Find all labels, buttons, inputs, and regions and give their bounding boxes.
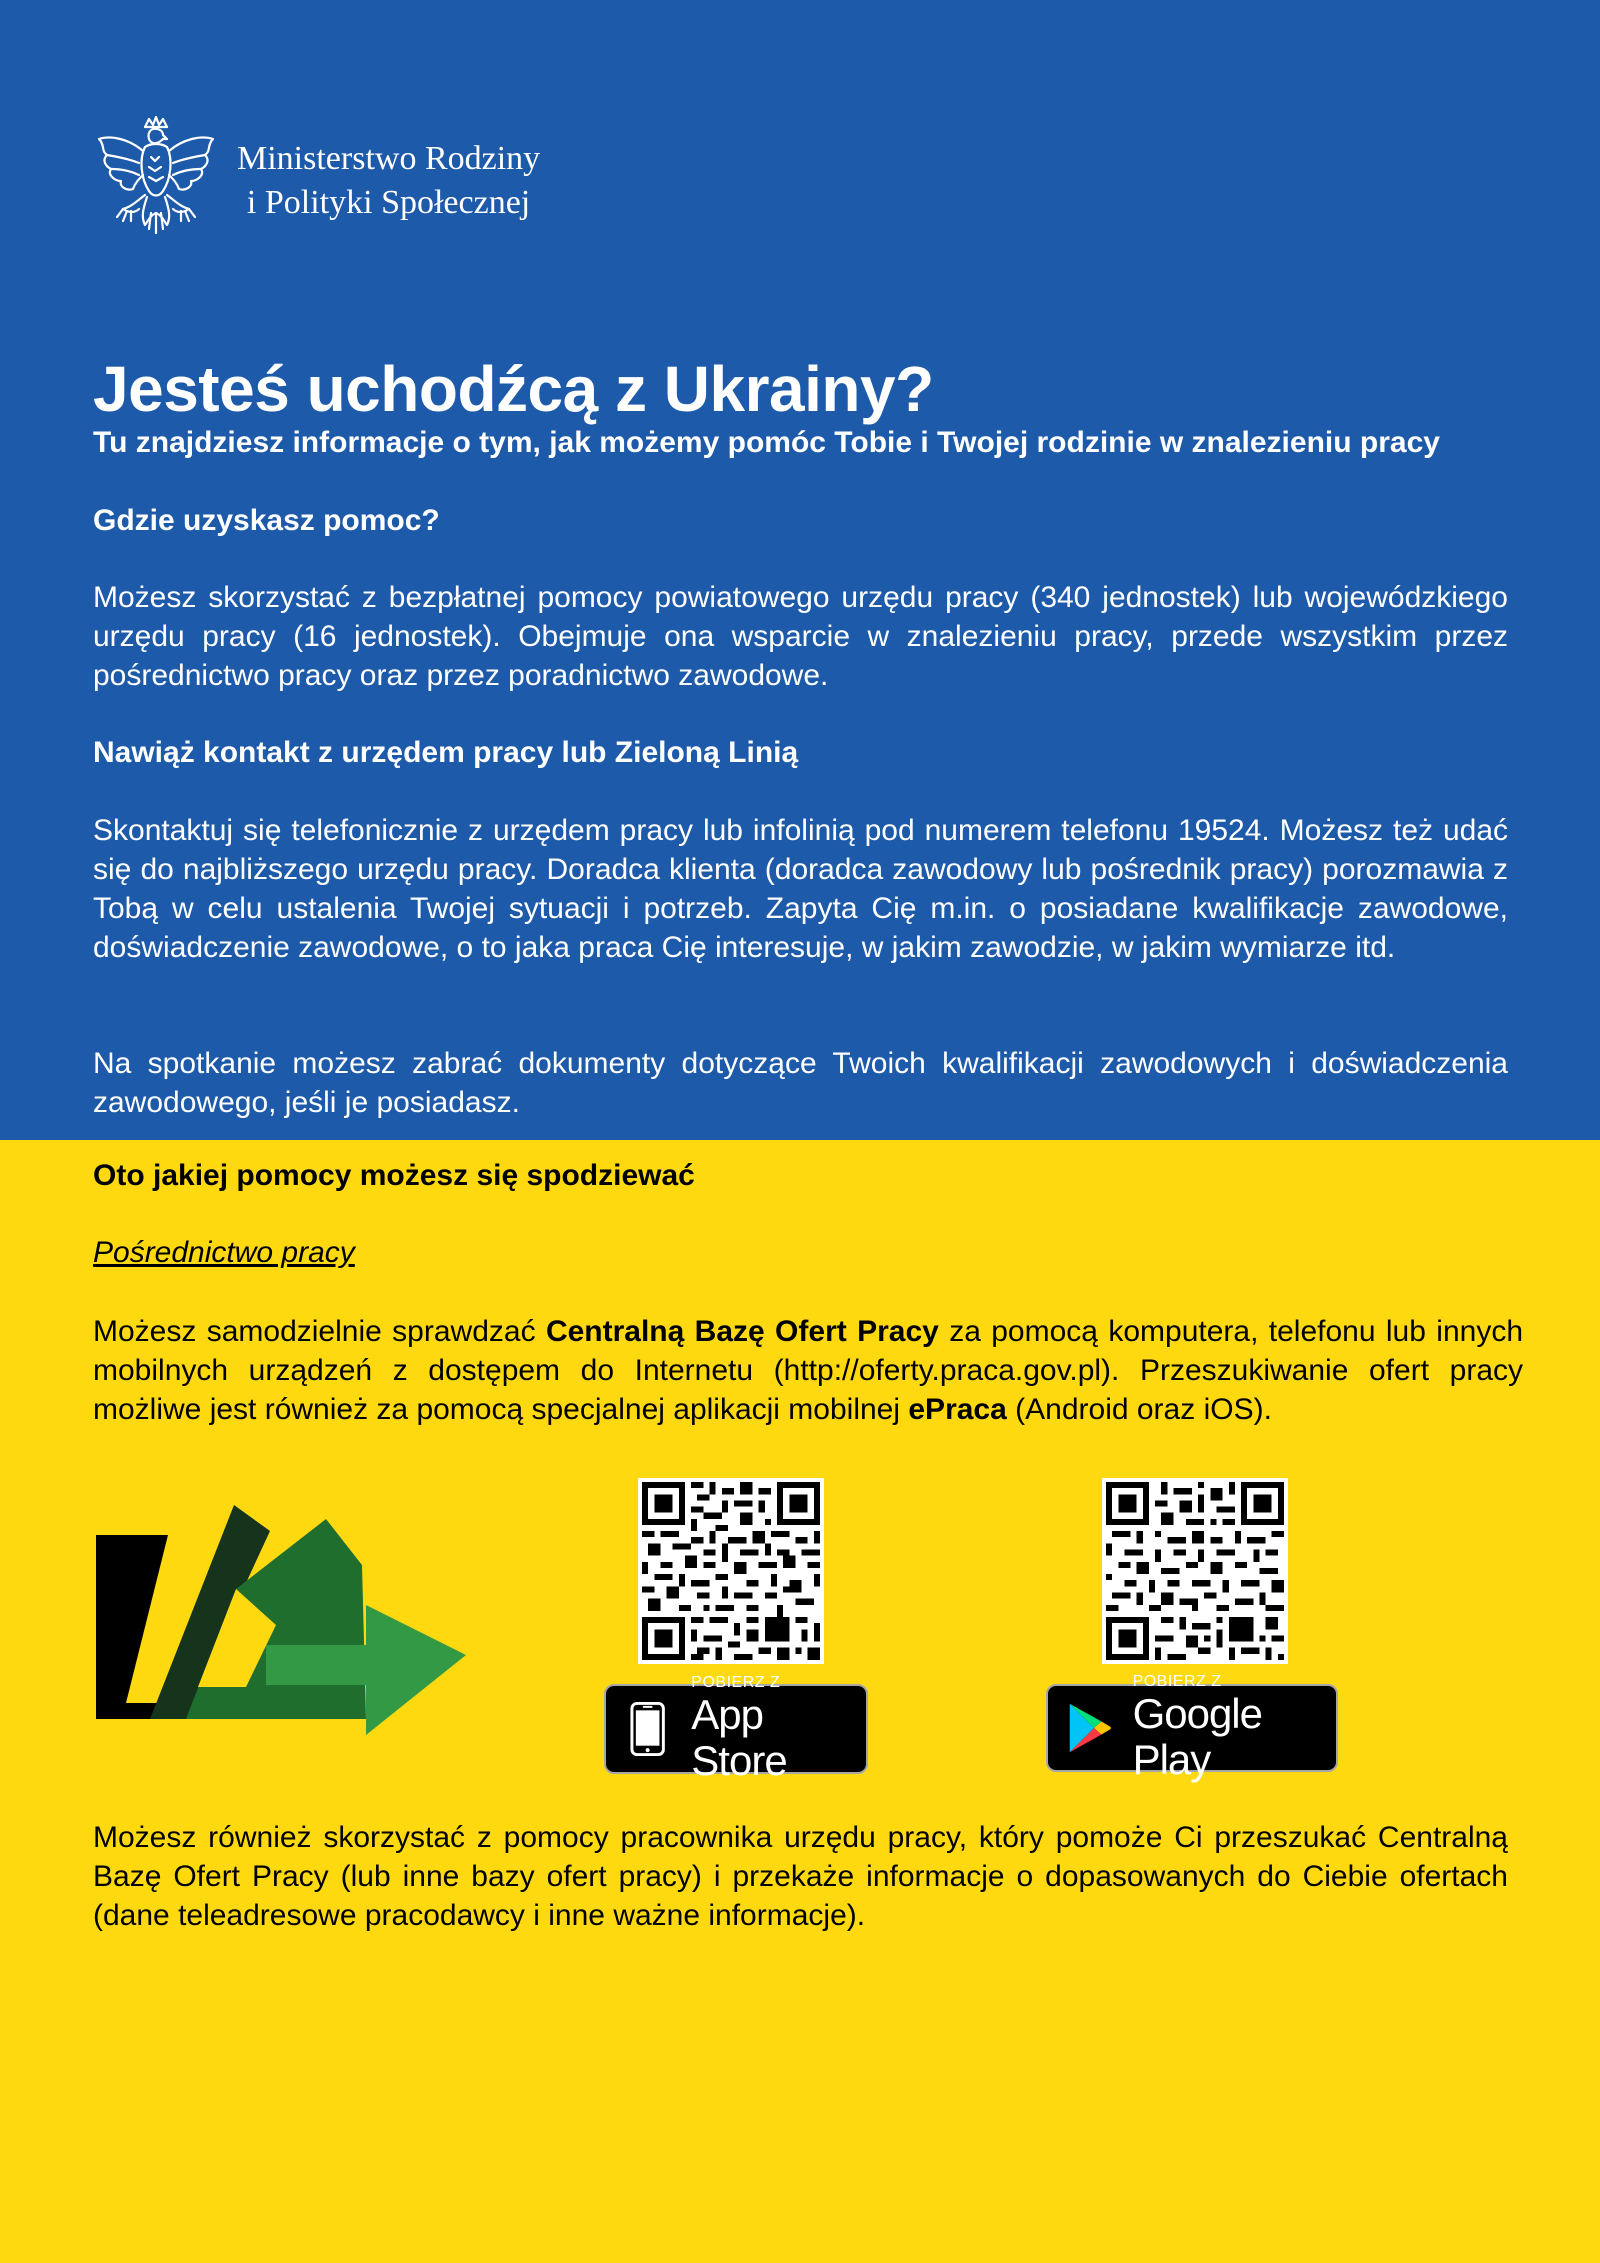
page-title: Jesteś uchodźcą z Ukrainy? (93, 353, 934, 425)
documents-paragraph: Na spotkanie możesz zabrać dokumenty dotyczące Twoich kwalifikacji zawodowych i doświadczenia zawodowego, jeśli je posiadasz. (93, 1047, 1508, 1119)
epraca-logo-icon (96, 1505, 466, 1750)
help-heading: Gdzie uzyskasz pomoc? (93, 504, 440, 537)
cbop-text-1: Możesz samodzielnie sprawdzać (93, 1315, 546, 1348)
ministry-name-line2: i Polityki Społecznej (246, 183, 531, 221)
help-paragraph: Możesz skorzystać z bezpłatnej pomocy powiatowego urzędu pracy (340 jednostek) lub wojewódzkiego urzędu pracy (16 jednostek). Obejmuje ona wsparcie w znalezieniu pracy, przede wszystkim przez pośrednictwo pracy oraz przez poradnictwo zawodowe. (93, 581, 1508, 692)
cbop-name: Centralną Bazę Ofert Pracy (545, 1315, 939, 1348)
cbop-text-2: za pomocą komputera, telefonu lub innych mobilnych urządzeń z dostępem do Internetu (http://oferty.praca.gov.pl). Przeszukiwanie ofert pracy możliwe jest również za pomocą specjalnej aplikacji mobilnej (93, 1315, 1523, 1426)
google-play-icon (1066, 1700, 1115, 1756)
mediation-subheading: Pośrednictwo pracy (93, 1236, 355, 1269)
app-store-small-label: POBIERZ Z (691, 1674, 781, 1691)
app-store-badge-text (691, 1674, 866, 1784)
ministry-logo (93, 113, 540, 248)
expect-heading: Oto jakiej pomocy możesz się spodziewać (93, 1159, 695, 1192)
cbop-paragraph (93, 1312, 1523, 1429)
qr-code-googleplay[interactable] (1102, 1478, 1288, 1664)
contact-heading: Nawiąż kontakt z urzędem pracy lub Zieloną Linią (93, 736, 799, 769)
contact-paragraph: Skontaktuj się telefonicznie z urzędem pracy lub infolinią pod numerem telefonu 19524. Możesz też udać się do najbliższego urzędu pracy. Doradca klienta (doradca zawodowy lub pośrednik pracy) porozmawia z Tobą w celu ustalenia Twojej sytuacji i potrzeb. Zapyta Cię m.in. o posiadane kwalifikacje zawodowe, doświadczenie zawodowe, o to jaka praca Cię interesuje, w jakim zawodzie, w jakim wymiarze itd. (93, 814, 1508, 964)
eagle-icon (93, 113, 219, 248)
qr-code-icon (1106, 1482, 1284, 1660)
google-play-label: Google Play (1132, 1690, 1262, 1783)
qr-code-appstore[interactable] (638, 1478, 824, 1664)
qr-code-icon (642, 1482, 820, 1660)
cbop-text-3: (Android oraz iOS). (1006, 1393, 1272, 1426)
google-play-button[interactable] (1046, 1673, 1338, 1783)
page-subtitle: Tu znajdziesz informacje o tym, jak możemy pomóc Tobie i Twojej rodzinie w znalezieniu pracy (93, 426, 1440, 459)
epraca-app-name: ePraca (908, 1393, 1007, 1426)
ministry-name (237, 137, 540, 225)
ministry-name-line1: Ministerstwo Rodziny (237, 139, 541, 177)
app-store-label: App Store (691, 1691, 787, 1784)
google-play-small-label: POBIERZ Z (1132, 1673, 1222, 1690)
extra-help-paragraph: Możesz również skorzystać z pomocy pracownika urzędu pracy, który pomoże Ci przeszukać Centralną Bazę Ofert Pracy (lub inne bazy ofert pracy) i przekaże informacje o dopasowanych do Ciebie ofertach (dane teleadresowe pracodawcy i inne ważne informacje). (93, 1821, 1508, 1932)
apple-icon (628, 1701, 667, 1757)
app-store-button[interactable] (604, 1674, 868, 1784)
google-play-badge-text (1133, 1673, 1336, 1783)
